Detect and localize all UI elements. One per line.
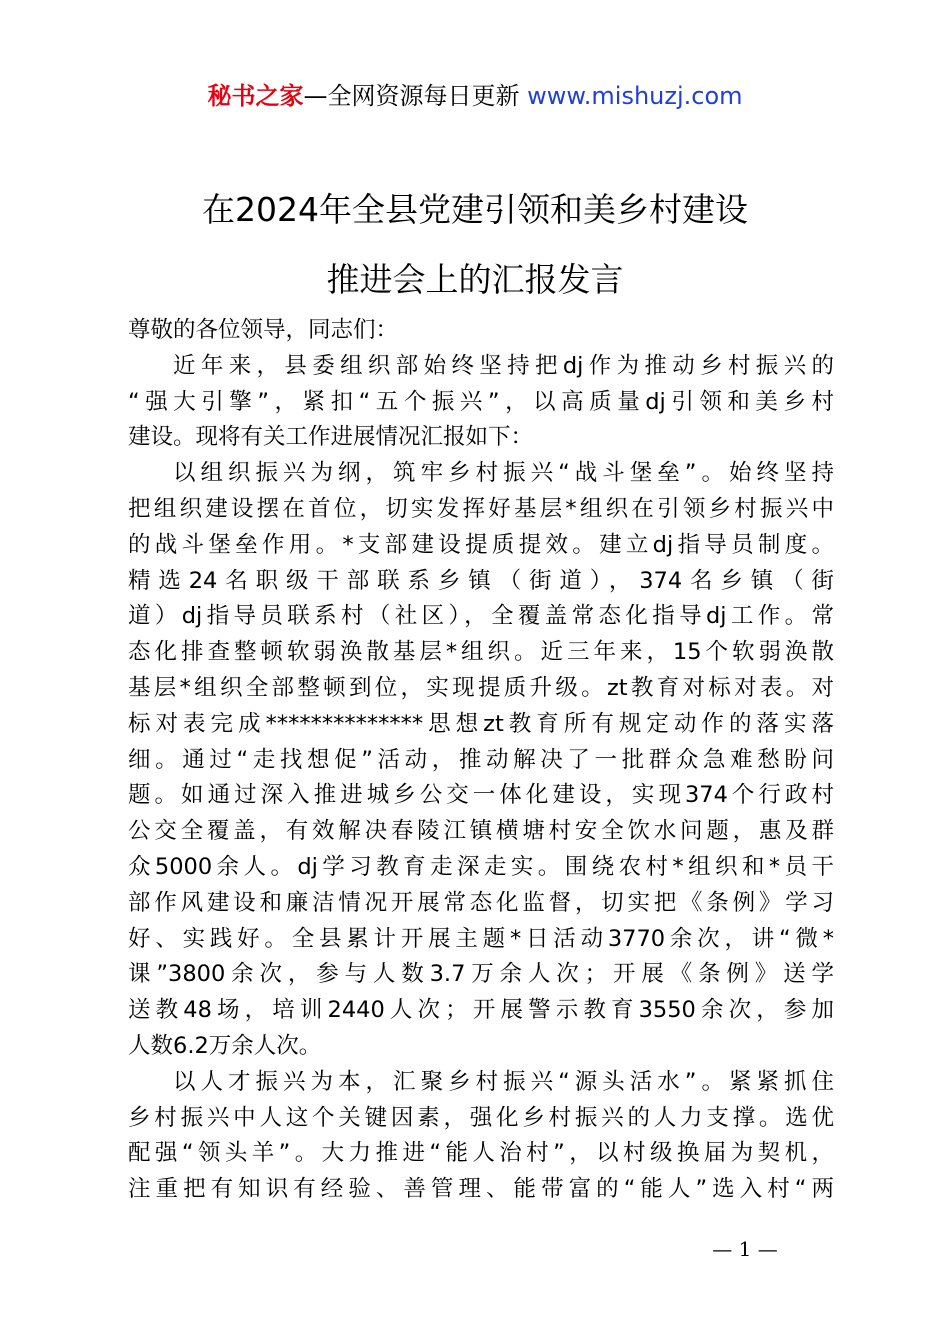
- paragraph-line: 乡村振兴中人这个关键因素，强化乡村振兴的人力支撑。选优: [128, 1104, 834, 1131]
- paragraph-line: “强大引擎”，紧扣“五个振兴”，以高质量dj引领和美乡村: [128, 388, 834, 415]
- paragraph-line: 基层*组织全部整顿到位，实现提质升级。zt教育对标对表。对: [128, 674, 834, 701]
- paragraph-line: 送教48场，培训2440人次；开展警示教育3550余次，参加: [128, 997, 834, 1024]
- paragraph-line: 好、实践好。全县累计开展主题*日活动3770余次，讲“微*: [128, 925, 834, 952]
- body-paragraph: [128, 1065, 834, 1208]
- body-paragraph: [128, 349, 834, 456]
- site-slogan: —全网资源每日更新: [303, 82, 520, 110]
- paragraph-line: 题。如通过深入推进城乡公交一体化建设，实现374个行政村: [128, 782, 834, 809]
- paragraph-line: 近年来，县委组织部始终坚持把dj作为推动乡村振兴的: [173, 352, 834, 379]
- paragraph-line: 标对表完成**************思想zt教育所有规定动作的落实落: [128, 710, 834, 737]
- document-body: [128, 313, 834, 1208]
- paragraph-line: 把组织建设摆在首位，切实发挥好基层*组织在引领乡村振兴中: [128, 495, 834, 522]
- paragraph-line: 细。通过“走找想促”活动，推动解决了一批群众急难愁盼问: [128, 746, 834, 773]
- paragraph-line: 建设。现将有关工作进展情况汇报如下：: [128, 424, 534, 451]
- paragraph-line: 态化排查整顿软弱涣散基层*组织。近三年来，15个软弱涣散: [128, 639, 834, 666]
- paragraph-line: 的战斗堡垒作用。*支部建设提质提效。建立dj指导员制度。: [128, 531, 834, 558]
- paragraph-line: 精选24名职级干部联系乡镇（街道），374名乡镇（街: [128, 567, 834, 594]
- paragraph-line: 以组织振兴为纲，筑牢乡村振兴“战斗堡垒”。始终坚持: [173, 460, 834, 487]
- paragraph-line: 道）dj指导员联系村（社区），全覆盖常态化指导dj工作。常: [128, 603, 834, 630]
- page-footer: [0, 1236, 950, 1262]
- paragraph-line: 公交全覆盖，有效解决春陵江镇横塘村安全饮水问题，惠及群: [128, 818, 834, 845]
- paragraph-line: 注重把有知识有经验、善管理、能带富的“能人”选入村“两: [128, 1176, 834, 1203]
- paragraph-line: 部作风建设和廉洁情况开展常态化监督，切实把《条例》学习: [128, 889, 834, 916]
- paragraph-line: 课”3800余次，参与人数3.7万余人次；开展《条例》送学: [128, 961, 834, 988]
- site-brand: 秘书之家: [207, 82, 304, 110]
- paragraph-line: 配强“领头羊”。大力推进“能人治村”，以村级换届为契机，: [128, 1140, 834, 1167]
- document-title-line-1: 在2024年全县党建引领和美乡村建设: [202, 190, 748, 229]
- document-title-line-2: 推进会上的汇报发言: [326, 260, 624, 299]
- paragraph-list: [128, 349, 834, 1208]
- salutation: 尊敬的各位领导，同志们：: [128, 317, 399, 343]
- page-number: — 1 —: [712, 1237, 778, 1261]
- paragraph-line: 人数6.2万余人次。: [128, 1032, 322, 1059]
- body-paragraph: [128, 456, 834, 1065]
- site-header: [0, 80, 950, 112]
- paragraph-line: 以人才振兴为本，汇聚乡村振兴“源头活水”。紧紧抓住: [173, 1068, 834, 1095]
- paragraph-line: 众5000余人。dj学习教育走深走实。围绕农村*组织和*员干: [128, 853, 834, 880]
- site-url-link[interactable]: www.mishuzj.com: [527, 82, 743, 110]
